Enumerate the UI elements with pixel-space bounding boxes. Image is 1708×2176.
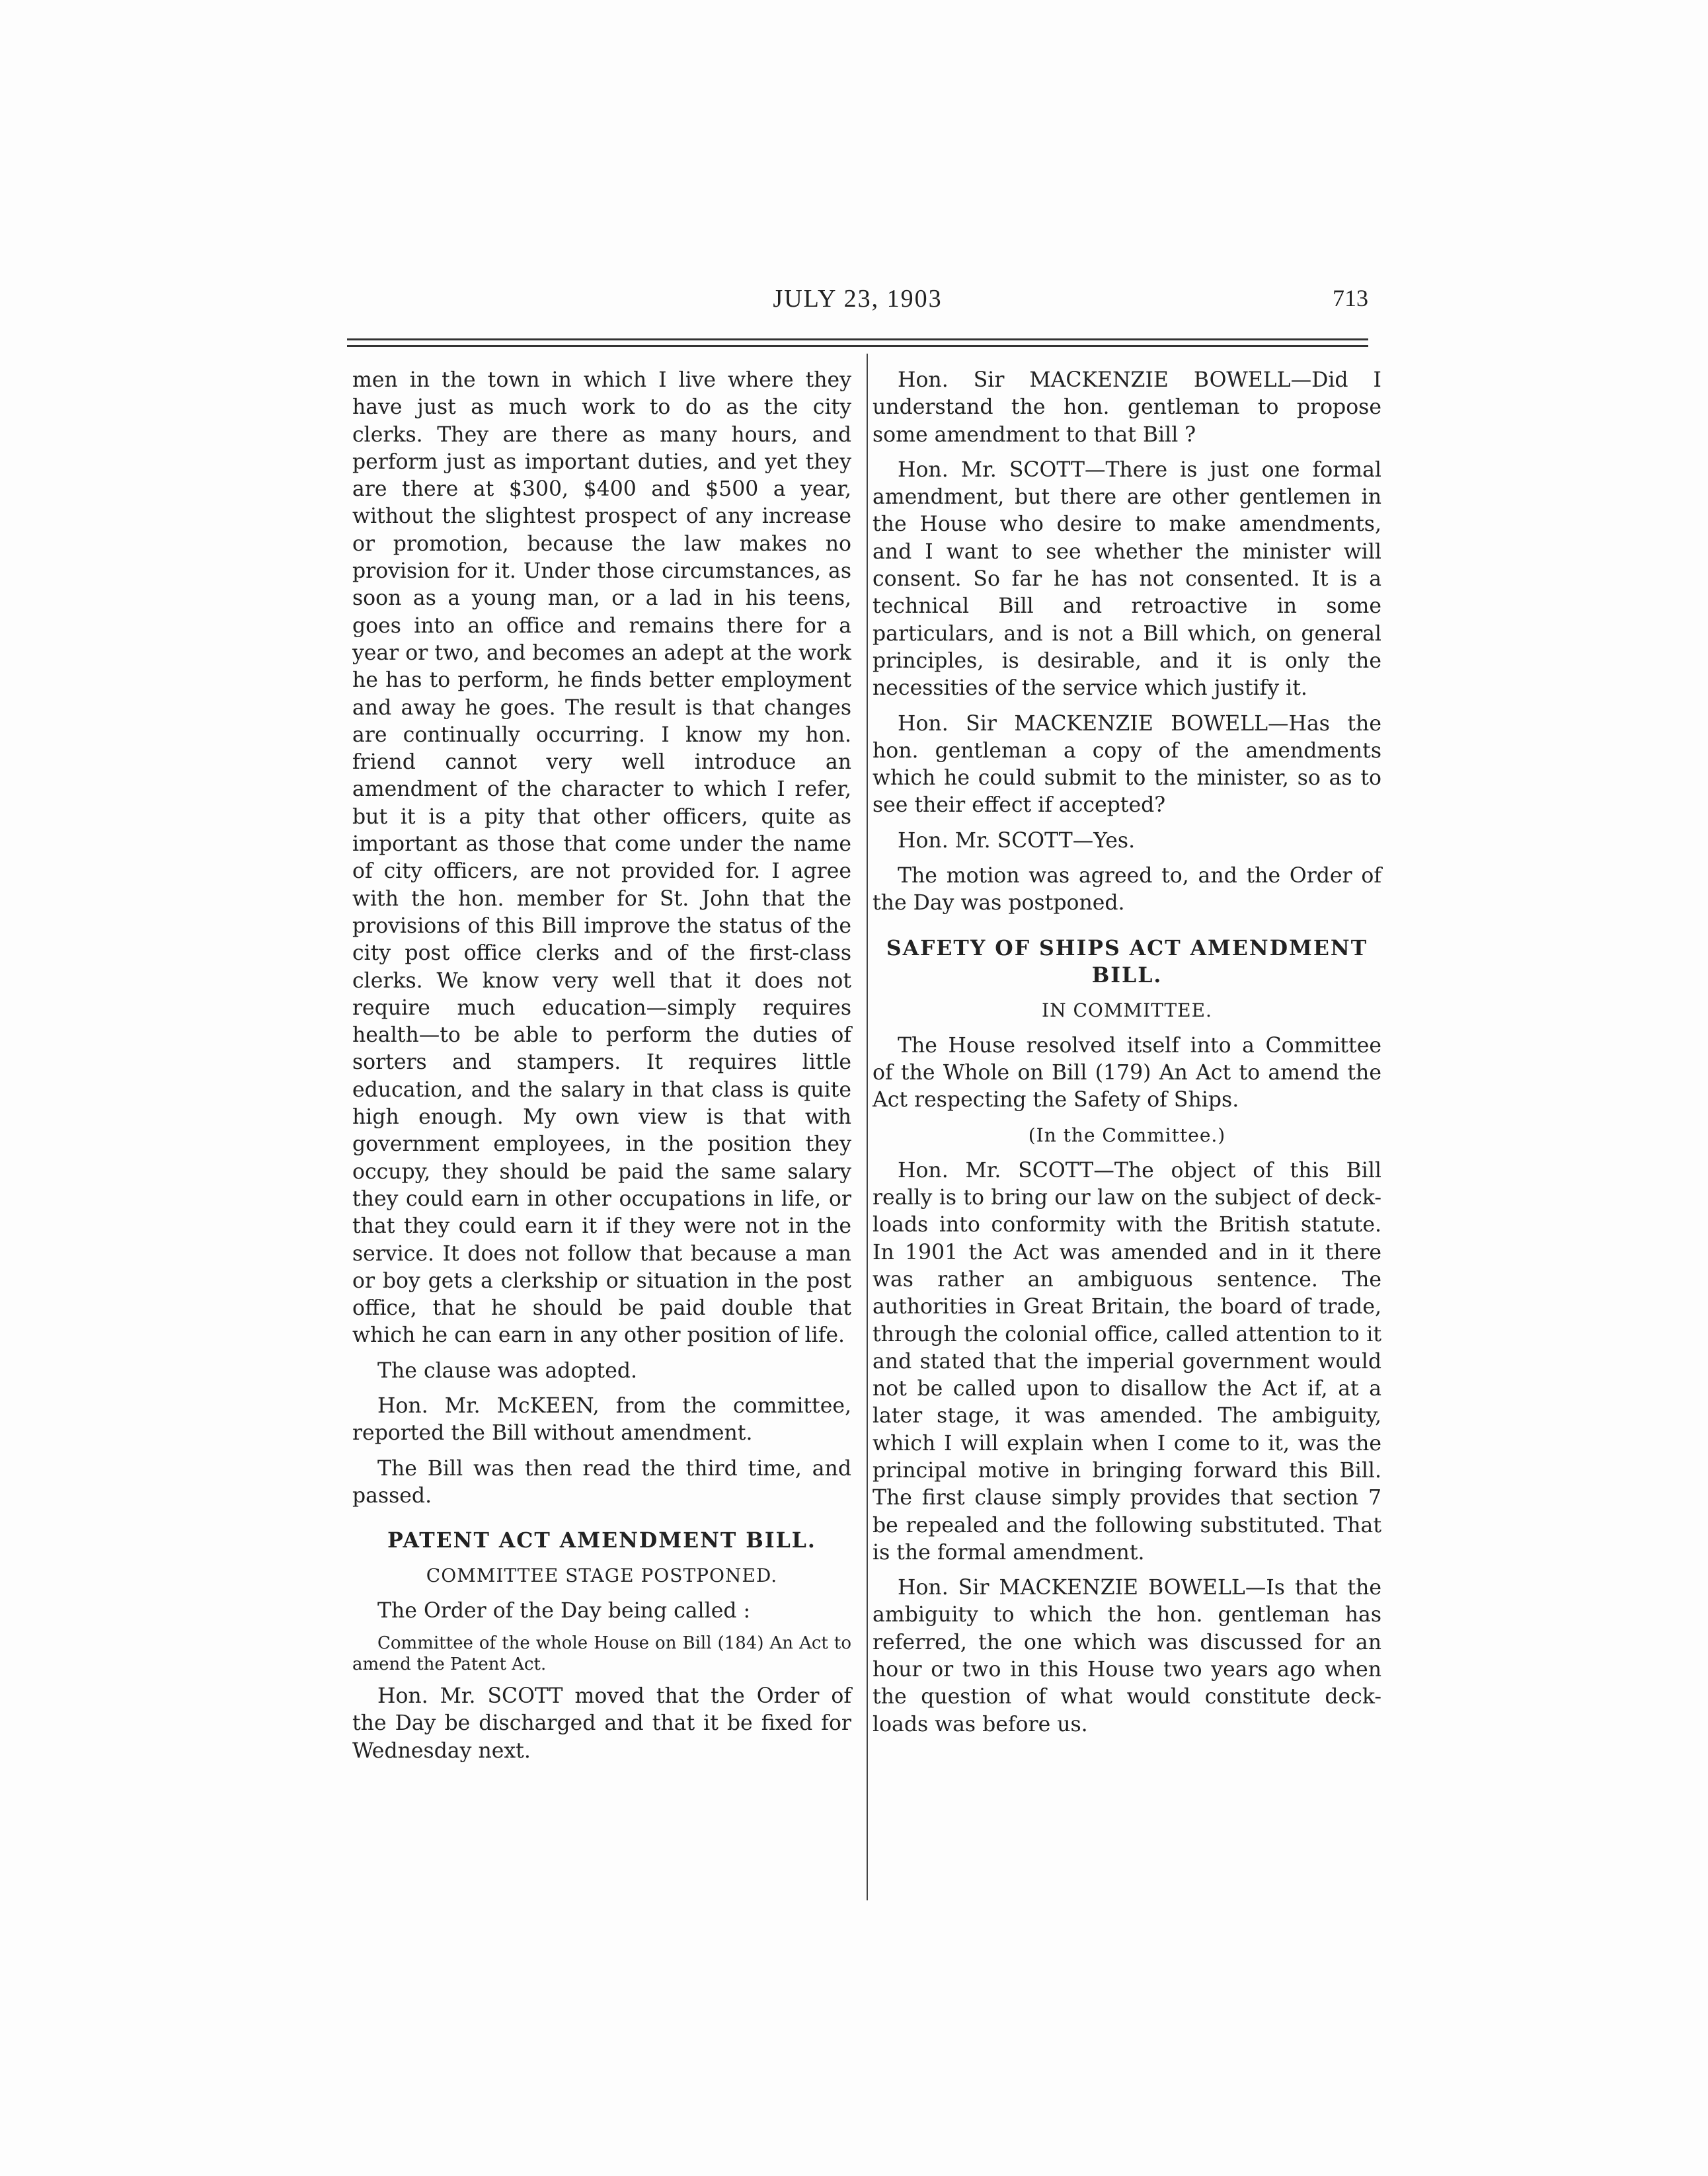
order-text: Committee of the whole House on Bill (184) An Act to amend the Patent Act. (352, 1633, 851, 1675)
right-column (873, 367, 1381, 1738)
header-rule-top (347, 338, 1368, 340)
section-heading: PATENT ACT AMENDMENT BILL. (387, 1528, 816, 1553)
section-subheading: IN COMMITTEE. (1042, 999, 1212, 1022)
left-column (352, 367, 851, 1765)
paragraph: The motion was agreed to, and the Order of the Day was postponed. (873, 864, 1381, 915)
paragraph: The clause was adopted. (377, 1358, 638, 1383)
paragraph: The Order of the Day being called : (377, 1598, 751, 1623)
section-subheading: COMMITTEE STAGE POSTPONED. (426, 1565, 778, 1587)
paragraph: Hon. Mr. McKEEN, from the committee, reported the Bill without amendment. (352, 1393, 851, 1446)
header-date: JULY 23, 1903 (773, 285, 943, 313)
paragraph: Hon. Sir MACKENZIE BOWELL—Has the hon. gentleman a copy of the amendments which he could submit to the minister, so as to see their effect if accepted? (873, 711, 1381, 818)
column-divider (867, 354, 868, 1900)
paragraph: The Bill was then read the third time, and passed. (352, 1456, 851, 1508)
section-heading: SAFETY OF SHIPS ACT AMENDMENT BILL. (886, 935, 1368, 988)
paragraph: Hon. Sir MACKENZIE BOWELL—Is that the ambiguity to which the hon. gentleman has referred, the one which was discussed for an hour or two in this House two years ago when the question of what would constitute deck-loads was before us. (873, 1576, 1381, 1736)
committee-note: (In the Committee.) (1028, 1124, 1226, 1147)
paragraph: Hon. Mr. SCOTT—The object of this Bill really is to bring our law on the subject of deck-loads into conformity with the British statute. In 1901 the Act was amended and in it there was rather an ambiguous sentence. The authorities in Great Britain, the board of trade, through the colonial office, called attention to it and stated that the imperial government would not be called upon to disallow the Act if, at a later stage, it was amended. The ambiguity, which I will explain when I come to it, was the principal motive in bringing forward this Bill. The first clause simply provides that section 7 be repealed and the following substituted. That is the formal amendment. (873, 1158, 1381, 1565)
header-rule-bottom (347, 345, 1368, 347)
paragraph: men in the town in which I live where they have just as much work to do as the city clerks. They are there as many hours, and perform just as important duties, and yet they are there at $300, $400 and $500 a year, without the slightest prospect of any increase or promotion, because the law makes no provision for it. Under those circumstances, as soon as a young man, or a lad in his teens, goes into an office and remains there for a year or two, and becomes an adept at the work he has to perform, he finds better employment and away he goes. The result is that changes are continually occurring. I know my hon. friend cannot very well introduce an amendment of the character to which I refer, but it is a pity that other officers, quite as important as those that come under the name of city officers, are not provided for. I agree with the hon. member for St. John that the provisions of this Bill improve the status of the city post office clerks and of the first-class clerks. We know very well that it does not require much education—simply requires health—to be able to perform the duties of sorters and stampers. It requires little education, and the salary in that class is quite high enough. My own view is that with government employees, in the position they occupy, they should be paid the same salary they could earn in other occupations in life, or that they could earn it if they were not in the service. It does not follow that because a man or boy gets a clerkship or situation in the post office, that he should be paid double that which he can earn in any other position of life. (352, 368, 851, 1348)
page-header (347, 284, 1368, 324)
paragraph: Hon. Mr. SCOTT moved that the Order of the Day be discharged and that it be fixed for Wednesday next. (352, 1684, 851, 1763)
paragraph: Hon. Mr. SCOTT—Yes. (898, 828, 1136, 853)
page-number: 713 (1333, 285, 1368, 311)
paragraph: Hon. Mr. SCOTT—There is just one formal amendment, but there are other gentlemen in the House who desire to make amendments, and I want to see whether the minister will consent. So far he has not consented. It is a technical Bill and retroactive in some particulars, and is not a Bill which, on general principles, is desirable, and it is only the necessities of the service which justify it. (873, 457, 1381, 701)
paragraph: Hon. Sir MACKENZIE BOWELL—Did I understand the hon. gentleman to propose some amendment to that Bill ? (873, 368, 1381, 447)
paragraph: The House resolved itself into a Committee of the Whole on Bill (179) An Act to amend the Act respecting the Safety of Ships. (873, 1033, 1381, 1112)
